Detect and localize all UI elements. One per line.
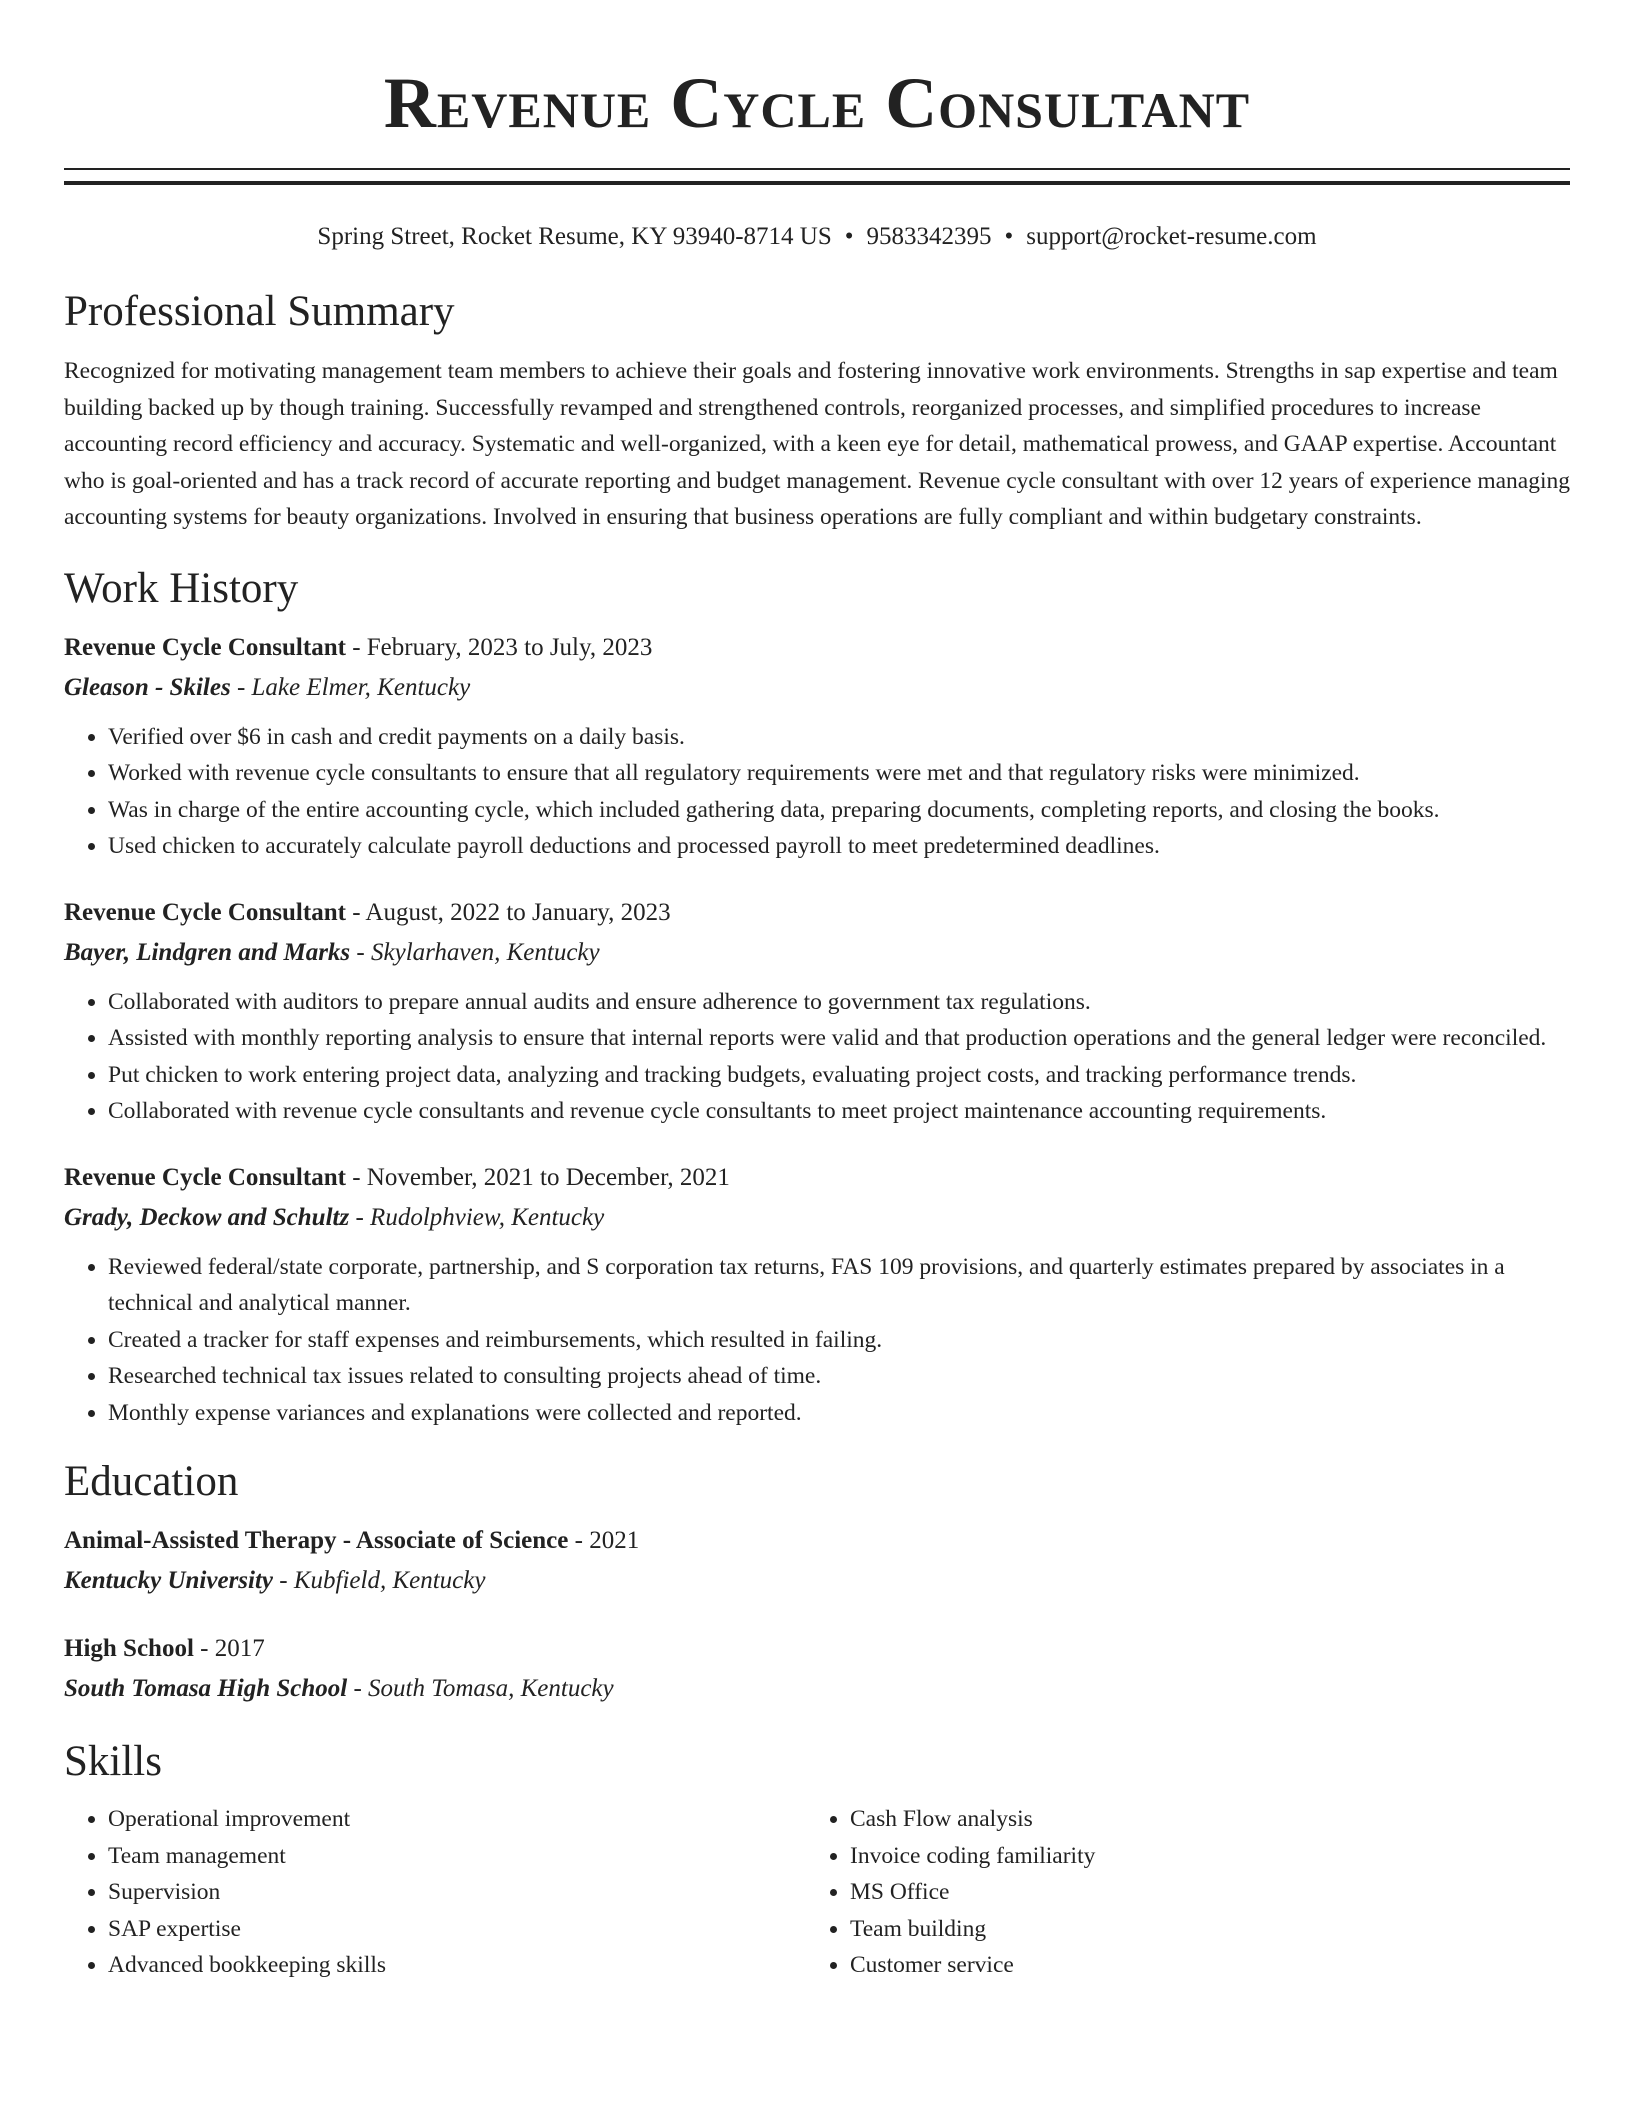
- job-header: [64, 893, 1570, 933]
- job-employer: [64, 1198, 1570, 1238]
- job-entry: [64, 1158, 1570, 1432]
- job-entry: [64, 628, 1570, 865]
- phone: 9583342395: [866, 223, 992, 250]
- job-header: [64, 628, 1570, 668]
- skill-item: • Team management: [108, 1838, 806, 1875]
- job-employer: [64, 668, 1570, 708]
- separator-dot: •: [844, 223, 854, 250]
- company-name: Bayer, Lindgren and Marks: [64, 938, 351, 966]
- school-line: [64, 1669, 1570, 1709]
- duty-item: • Collaborated with auditors to prepare annual audits and ensure adherence to government tax regulations.: [108, 984, 1570, 1021]
- duty-item: • Verified over $6 in cash and credit payments on a daily basis.: [108, 719, 1570, 756]
- job-dates: - November, 2021 to December, 2021: [345, 1163, 730, 1191]
- education-entry: [64, 1521, 1570, 1601]
- degree-line: [64, 1629, 1570, 1669]
- school-location: - Kubfield, Kentucky: [273, 1567, 486, 1595]
- job-location: - Skylarhaven, Kentucky: [350, 938, 600, 966]
- work-history-heading: Work History: [64, 564, 299, 612]
- school-name: South Tomasa High School: [64, 1675, 348, 1703]
- job-employer: [64, 933, 1570, 973]
- skills-heading: Skills: [64, 1738, 162, 1786]
- separator-dot: •: [1004, 223, 1014, 250]
- school-location: - South Tomasa, Kentucky: [347, 1675, 614, 1703]
- duty-item: • Created a tracker for staff expenses and reimbursements, which resulted in failing.: [108, 1322, 1570, 1359]
- skill-item: • Advanced bookkeeping skills: [108, 1947, 806, 1984]
- email-link[interactable]: support@rocket-resume.com: [1026, 223, 1317, 250]
- summary-heading: Professional Summary: [64, 288, 455, 335]
- job-dates: - February, 2023 to July, 2023: [345, 633, 653, 661]
- duty-item: • Put chicken to work entering project data, analyzing and tracking budgets, evaluating project costs, and tracking performance trends.: [108, 1057, 1570, 1094]
- skill-item: • Team building: [850, 1911, 1548, 1948]
- job-location: - Lake Elmer, Kentucky: [230, 673, 471, 701]
- job-location: - Rudolphview, Kentucky: [349, 1203, 605, 1231]
- skills-list: [64, 1801, 1570, 1984]
- duty-item: • Monthly expense variances and explanations were collected and reported.: [108, 1395, 1570, 1432]
- skill-item: • SAP expertise: [108, 1911, 806, 1948]
- skills-column-left: [64, 1801, 806, 1984]
- duty-item: • Assisted with monthly reporting analysis to ensure that internal reports were valid and that production operations and the general ledger were reconciled.: [108, 1020, 1570, 1057]
- degree-name: Animal-Assisted Therapy - Associate of Science: [64, 1527, 569, 1555]
- skill-item: • Invoice coding familiarity: [850, 1838, 1548, 1875]
- graduation-year: - 2017: [193, 1635, 265, 1663]
- education-heading: Education: [64, 1458, 239, 1506]
- degree-line: [64, 1521, 1570, 1561]
- skill-item: • Customer service: [850, 1947, 1548, 1984]
- resume-page: [64, 0, 1570, 1984]
- duty-item: • Was in charge of the entire accounting cycle, which included gathering data, preparing documents, completing reports, and closing the books.: [108, 792, 1570, 829]
- skill-item: • MS Office: [850, 1874, 1548, 1911]
- company-name: Gleason - Skiles: [64, 673, 231, 701]
- duty-item: • Reviewed federal/state corporate, partnership, and S corporation tax returns, FAS 109 provisions, and quarterly estimates prepared by associates in a technical and analytical manner.: [108, 1249, 1570, 1322]
- header-divider: [64, 168, 1570, 185]
- degree-name: High School: [64, 1635, 194, 1663]
- job-dates: - August, 2022 to January, 2023: [345, 898, 671, 926]
- job-entry: [64, 893, 1570, 1130]
- job-role: Revenue Cycle Consultant: [64, 1163, 346, 1191]
- education-entry: [64, 1629, 1570, 1709]
- duty-item: • Researched technical tax issues related to consulting projects ahead of time.: [108, 1358, 1570, 1395]
- skill-item: • Cash Flow analysis: [850, 1801, 1548, 1838]
- duty-item: • Collaborated with revenue cycle consultants and revenue cycle consultants to meet project maintenance accounting requirements.: [108, 1093, 1570, 1130]
- job-duties: [64, 719, 1570, 865]
- skill-item: • Supervision: [108, 1874, 806, 1911]
- contact-line: [64, 221, 1570, 253]
- job-role: Revenue Cycle Consultant: [64, 633, 346, 661]
- graduation-year: - 2021: [568, 1527, 640, 1555]
- candidate-name: Revenue Cycle Consultant: [383, 63, 1251, 143]
- summary-text: Recognized for motivating management team members to achieve their goals and fostering innovative work environments. Strengths in sap expertise and team building backed up by though training. Successfully revamped and strengthened controls, reorganized processes, and simplified procedures to increase accounting record efficiency and accuracy. Systematic and well-organized, with a keen eye for detail, mathematical prowess, and GAAP expertise. Accountant who is goal-oriented and has a track record of accurate reporting and budget management. Revenue cycle consultant with over 12 years of experience managing accounting systems for beauty organizations. Involved in ensuring that business operations are fully compliant and within budgetary constraints.: [64, 358, 1571, 531]
- duty-item: • Worked with revenue cycle consultants to ensure that all regulatory requirements were met and that regulatory risks were minimized.: [108, 755, 1570, 792]
- school-line: [64, 1561, 1570, 1601]
- job-duties: [64, 1249, 1570, 1432]
- job-role: Revenue Cycle Consultant: [64, 898, 346, 926]
- company-name: Grady, Deckow and Schultz: [64, 1203, 350, 1231]
- job-header: [64, 1158, 1570, 1198]
- duty-item: • Used chicken to accurately calculate payroll deductions and processed payroll to meet predetermined deadlines.: [108, 828, 1570, 865]
- skill-item: • Operational improvement: [108, 1801, 806, 1838]
- job-duties: [64, 984, 1570, 1130]
- address: Spring Street, Rocket Resume, KY 93940-8714 US: [317, 223, 832, 250]
- school-name: Kentucky University: [64, 1567, 274, 1595]
- skills-column-right: [806, 1801, 1548, 1984]
